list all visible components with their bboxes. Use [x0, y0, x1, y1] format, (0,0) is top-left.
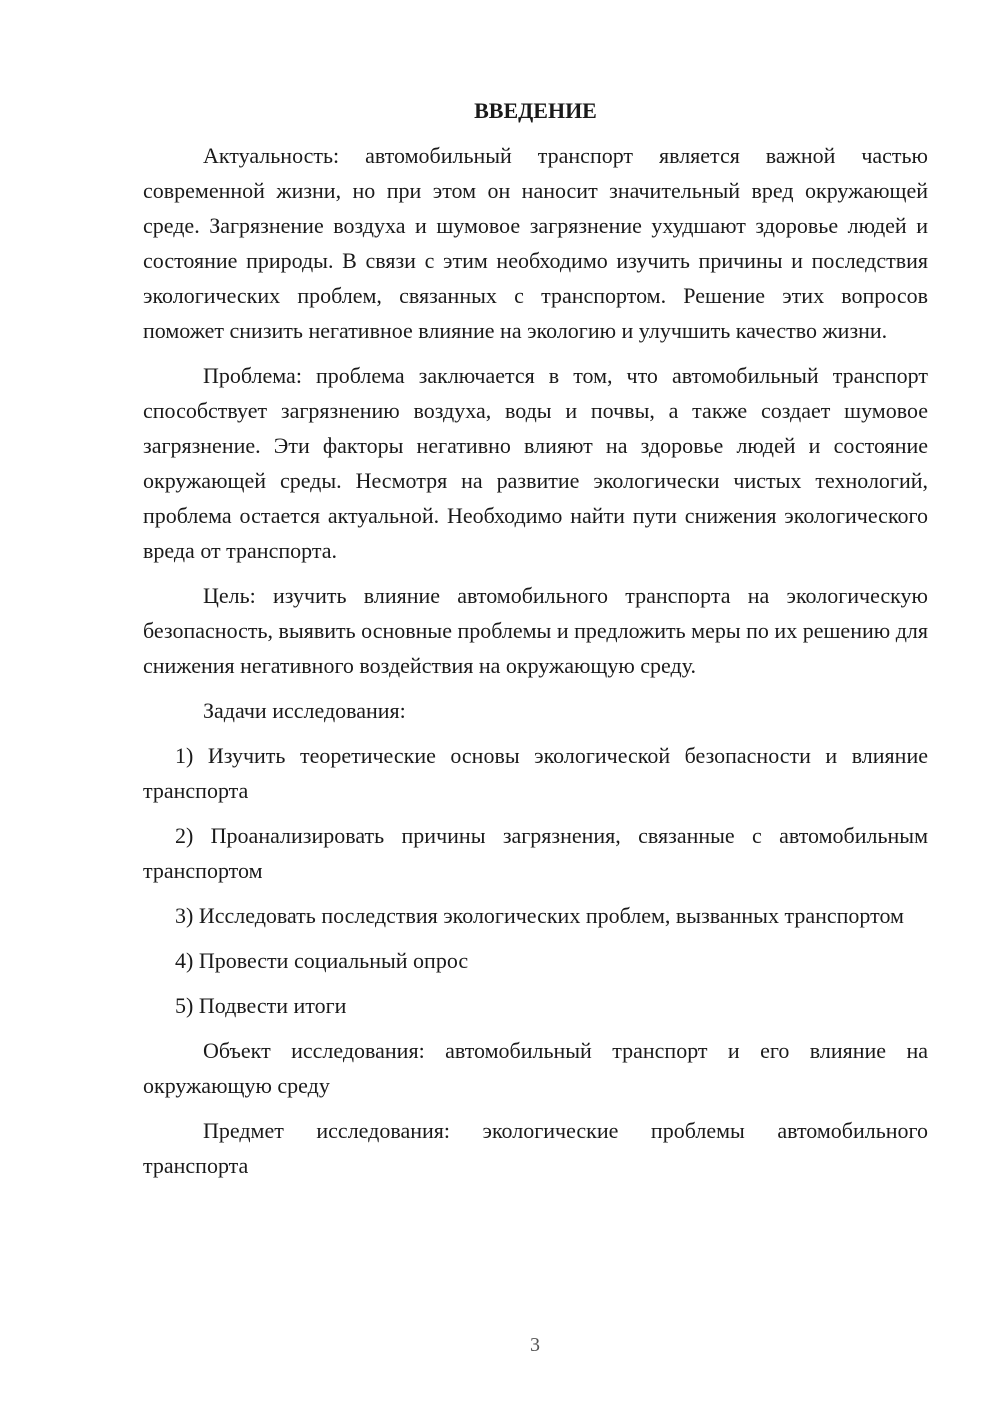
page-number: 3	[530, 1334, 540, 1356]
problem-paragraph: Проблема: проблема заключается в том, что автомобильный транспорт способствует загрязнению воздуха, воды и почвы, а также создает шумовое загрязнение. Эти факторы негативно влияют на здоровье людей и состояние окружающей среды. Несмотря на развитие экологически чистых технологий, проблема остается актуальной. Необходимо найти пути снижения экологического вреда от транспорта.	[143, 363, 928, 563]
section-title: ВВЕДЕНИЕ	[474, 98, 597, 123]
document-page	[143, 96, 928, 1183]
task-item: 3) Исследовать последствия экологических проблем, вызванных транспортом	[175, 903, 904, 928]
goal-paragraph: Цель: изучить влияние автомобильного транспорта на экологическую безопасность, выявить основные проблемы и предложить меры по их решению для снижения негативного воздействия на окружающую среду.	[143, 583, 928, 678]
task-item: 5) Подвести итоги	[175, 993, 347, 1018]
task-item: 1) Изучить теоретические основы экологической безопасности и влияние транспорта	[143, 743, 928, 803]
relevance-paragraph: Актуальность: автомобильный транспорт является важной частью современной жизни, но при этом он наносит значительный вред окружающей среде. Загрязнение воздуха и шумовое загрязнение ухудшают здоровье людей и состояние природы. В связи с этим необходимо изучить причины и последствия экологических проблем, связанных с транспортом. Решение этих вопросов поможет снизить негативное влияние на экологию и улучшить качество жизни.	[143, 143, 928, 343]
task-item: 2) Проанализировать причины загрязнения, связанные с автомобильным транспортом	[143, 823, 928, 883]
tasks-heading: Задачи исследования:	[203, 698, 406, 723]
object-paragraph: Объект исследования: автомобильный транспорт и его влияние на окружающую среду	[143, 1038, 928, 1098]
task-item: 4) Провести социальный опрос	[175, 948, 469, 973]
subject-paragraph: Предмет исследования: экологические проблемы автомобильного транспорта	[143, 1118, 928, 1178]
